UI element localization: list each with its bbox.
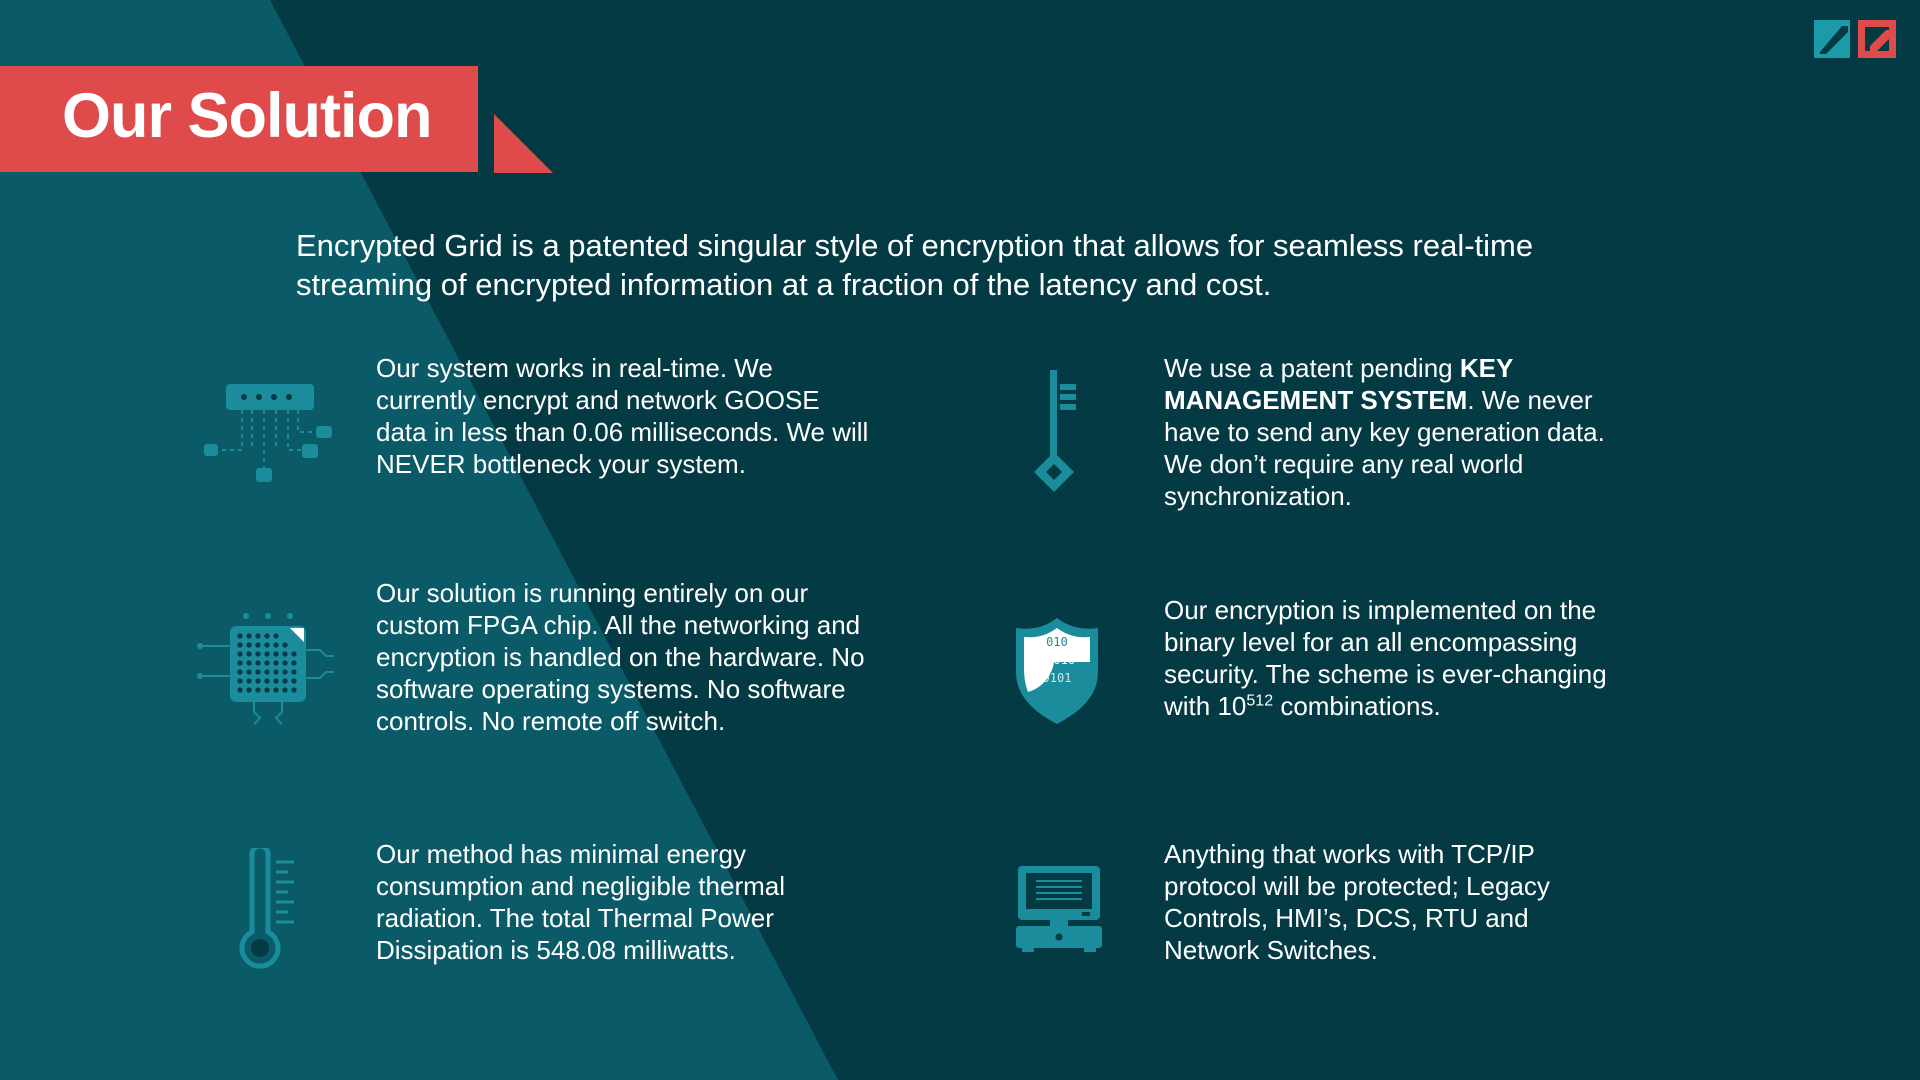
- feature-key-management-text: We use a patent pending KEY MANAGEMENT SYSTEM. We never have to send any key generation data. We don’t require any real world synchronization.: [1164, 353, 1605, 511]
- feature-binary-text: Our encryption is implemented on the binary level for an all encompassing security. The scheme is ever-changing with $10^{512}$ combinations.: [1164, 595, 1607, 721]
- binary-shield-icon: [1014, 616, 1100, 726]
- computer-icon: [1014, 864, 1104, 954]
- chip-icon: [196, 612, 342, 730]
- shield-digits-line-1: 010: [1046, 635, 1068, 649]
- key-icon: [1030, 368, 1082, 498]
- network-nodes-icon: [202, 380, 338, 486]
- thermometer-icon: [238, 848, 300, 972]
- feature-tcpip-text: Anything that works with TCP/IP protocol will be protected; Legacy Controls, HMI’s, DCS, RTU and Network Switches.: [1164, 839, 1550, 965]
- intro-paragraph: Encrypted Grid is a patented singular style of encryption that allows for seamless real-time streaming of encrypted information at a fraction of the latency and cost.: [296, 228, 1534, 302]
- feature-fpga-text: Our solution is running entirely on our custom FPGA chip. All the networking and encryption is handled on the hardware. No software operating systems. No software controls. No remote off switch.: [376, 578, 865, 736]
- exponent: 512: [1246, 692, 1274, 710]
- feature-realtime-text: Our system works in real-time. We currently encrypt and network GOOSE data in less than 0.06 milliseconds. We will NEVER bottleneck your system.: [376, 353, 869, 479]
- feature-thermal-text: Our method has minimal energy consumption and negligible thermal radiation. The total Thermal Power Dissipation is 548.08 milliwatts.: [376, 839, 786, 965]
- slide-title: Our Solution: [62, 81, 432, 151]
- company-logo-icon: [1812, 18, 1898, 60]
- shield-digits-line-2: 01010: [1038, 653, 1076, 667]
- shield-digits-line-3: 0101: [1042, 671, 1072, 685]
- title-banner-triangle: [494, 114, 553, 173]
